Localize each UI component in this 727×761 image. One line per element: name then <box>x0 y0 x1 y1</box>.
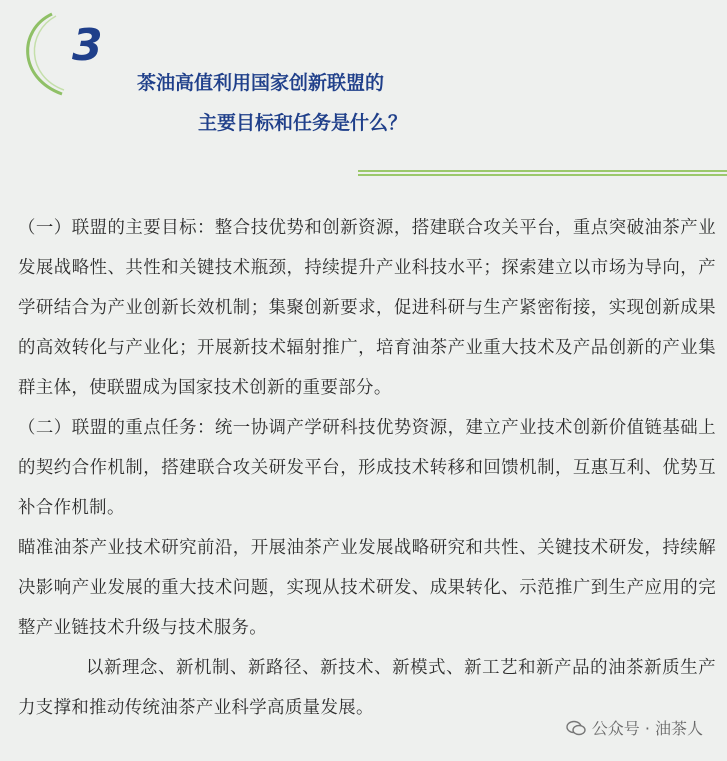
paragraph-summary: 以新理念、新机制、新路径、新技术、新模式、新工艺和新产品的油茶新质生产力支撑和推动传统油茶产业科学高质量发展。 <box>18 658 716 718</box>
heading-line-2: 主要目标和任务是什么？ <box>198 112 408 134</box>
watermark-text: 公众号 · 油茶人 <box>591 719 703 738</box>
decorative-arc <box>0 0 140 110</box>
paragraph-goals: （一）联盟的主要目标：整合技优势和创新资源，搭建联合攻关平台，重点突破油茶产业发展战略性、共性和关键技术瓶颈，持续提升产业科技水平；探索建立以市场为导向，产学研结合为产业创新长效机制；集聚创新要求，促进科研与生产紧密衔接，实现创新成果的高效转化与产业化；开展新技术辐射推广，培育油茶产业重大技术及产品创新的产业集群主体，使联盟成为国家技术创新的重要部分。 <box>18 218 716 398</box>
heading-divider <box>358 170 727 176</box>
article-body <box>18 208 716 728</box>
section-number: 3 <box>72 20 103 71</box>
heading-line-1: 茶油高值利用国家创新联盟的 <box>137 72 385 94</box>
wechat-icon <box>566 720 586 736</box>
wechat-watermark <box>566 716 703 739</box>
paragraph-research: 瞄准油茶产业技术研究前沿，开展油茶产业发展战略研究和共性、关键技术研发，持续解决影响产业发展的重大技术问题，实现从技术研发、成果转化、示范推广到生产应用的完整产业链技术升级与技术服务。 <box>18 538 716 638</box>
paragraph-tasks: （二）联盟的重点任务：统一协调产学研科技优势资源，建立产业技术创新价值链基础上的契约合作机制，搭建联合攻关研发平台，形成技术转移和回馈机制，互惠互利、优势互补合作机制。 <box>18 418 716 518</box>
